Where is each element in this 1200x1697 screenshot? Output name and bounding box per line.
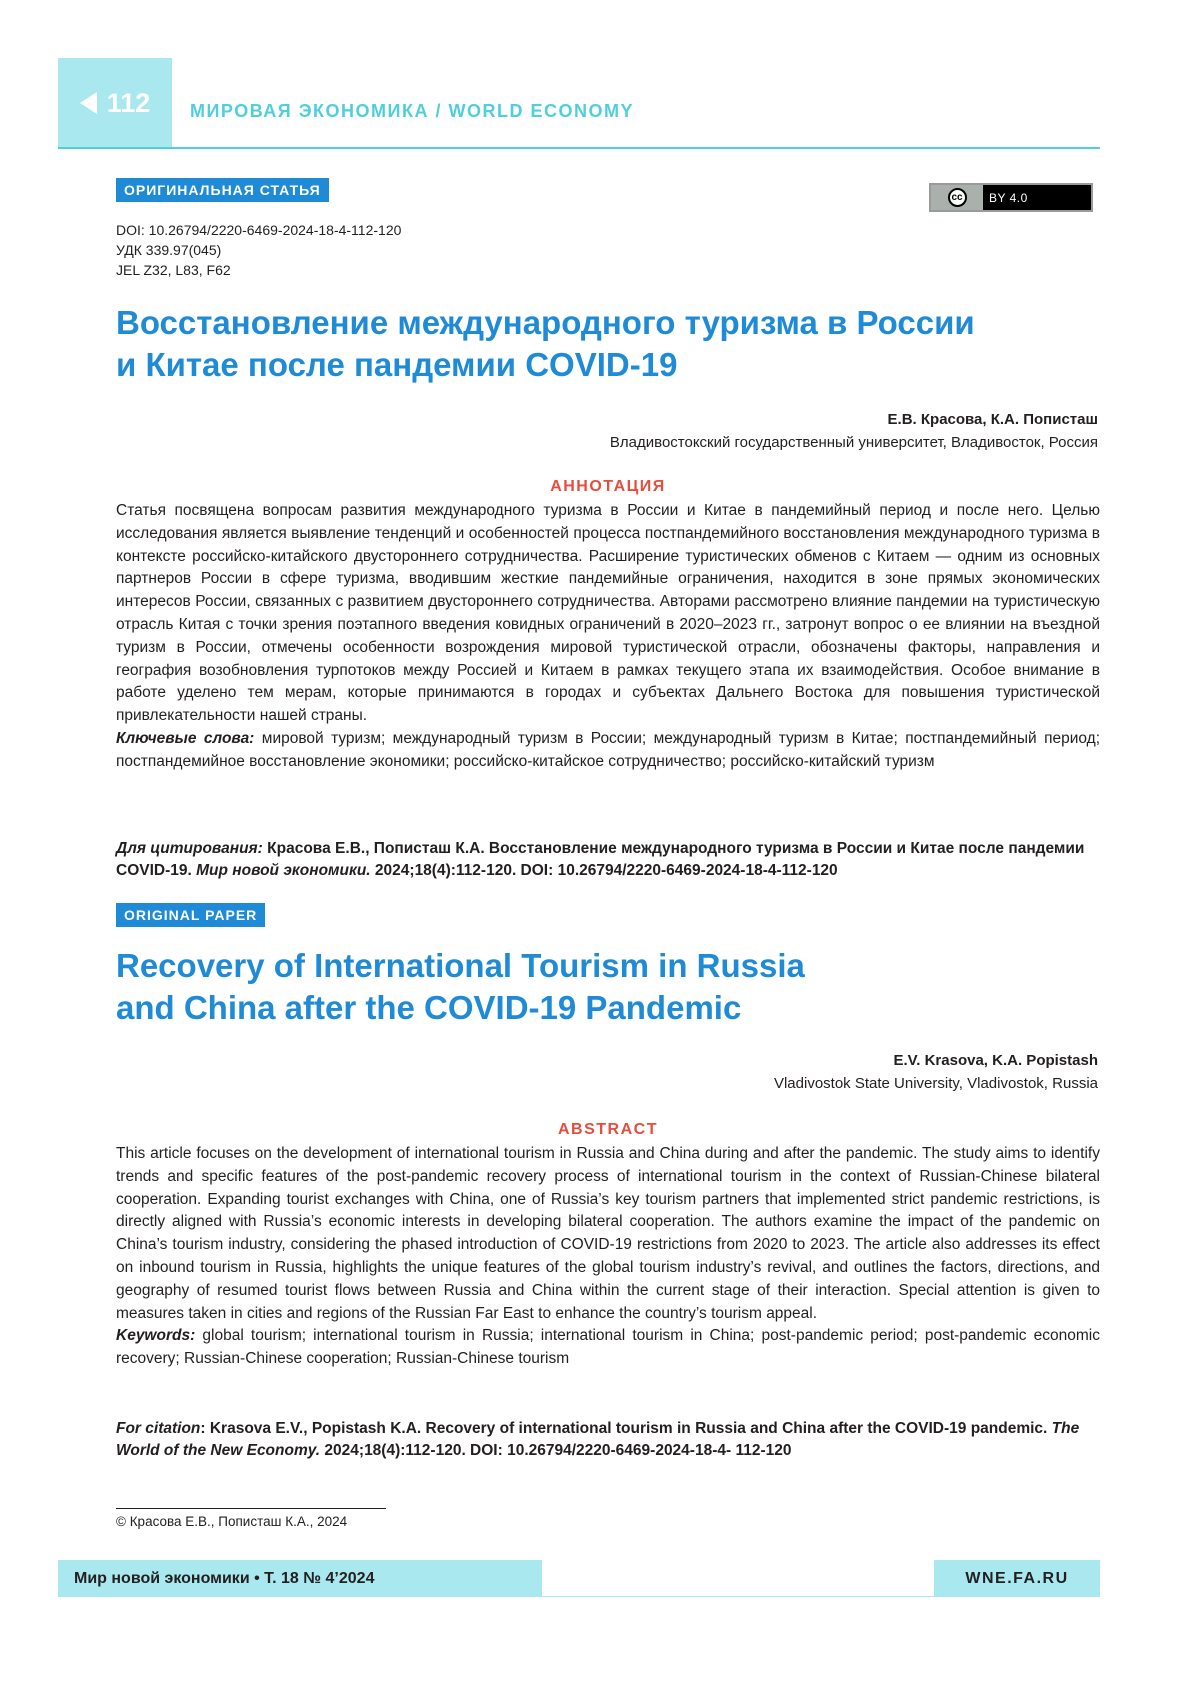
ru-abstract-text: Статья посвящена вопросам развития международного туризма в России и Китае в пандемийный период и после него. Целью исследования является выявление тенденций и особенностей процесса постпандемийного восстановления международного туризма в контексте российско-китайского двустороннего сотрудничества. Расширение туристических обменов с Китаем — одним из основных партнеров России в сфере туризма, вводившим жесткие пандемийные ограничения, находится в зоне прямых экономических интересов России, связанных с развитием двустороннего сотрудничества. Авторами рассмотрено влияние пандемии на туристическую отрасль Китая с точки зрения поэтапного введения ковидных ограничений в 2020–2023 гг., затронут вопрос о ее влиянии на въездной туризм в России, отмечены особенности возрождения мировой туристической отрасли, обозначены факторы, направления и география возобновления турпотоков между Россией и Китаем в рамках текущего этапа их взаимодействия. Особое внимание в работе уделено тем мерам, которые принимаются в городах и субъектах Дальнего Востока для повышения туристической привлекательности нашей страны. [116,502,1100,725]
en-title-line2: and China after the COVID-19 Pandemic [116,989,742,1026]
en-title [116,945,1096,1029]
ru-citation [116,838,1100,882]
ru-authors-block [610,408,1098,454]
license-text: BY 4.0 [989,190,1028,205]
en-citation-text: : Krasova E.V., Popistash K.A. Recovery of international tourism in Russia and China after the COVID-19 pandemic. [200,1420,1048,1437]
license-badge[interactable] [929,183,1093,212]
ru-keywords-text: мировой туризм; международный туризм в России; международный туризм в Китае; постпандемийный период; постпандемийное восстановление экономики; российско-китайское сотрудничество; российско-китайский туризм [116,729,1101,770]
ru-authors: Е.В. Красова, К.А. Пописташ [887,411,1098,428]
ru-abstract-heading: АННОТАЦИЯ [550,478,666,495]
ru-citation-text: Красова Е.В., Пописташ К.А. Восстановление международного туризма в России и Китае после пандемии COVID-19. [116,840,1085,879]
jel: JEL Z32, L83, F62 [116,262,231,278]
en-keywords [116,1325,1100,1371]
en-citation-ref: 2024;18(4):112-120. DOI: 10.26794/2220-6469-2024-18-4- 112-120 [324,1442,792,1459]
en-affiliation: Vladivostok State University, Vladivostok, Russia [773,1075,1098,1092]
copyright-note: © Красова Е.В., Пописташ К.А., 2024 [116,1514,348,1529]
ru-title [116,302,1096,386]
doi[interactable]: DOI: 10.26794/2220-6469-2024-18-4-112-120 [116,222,402,238]
original-paper-badge: ORIGINAL PAPER [116,903,265,927]
en-keywords-label: Keywords: [116,1327,196,1345]
footer-journal: Мир новой экономики • Т. 18 № 4’2024 [58,1560,542,1597]
ru-keywords-label: Ключевые слова: [116,729,255,747]
ru-citation-journal: Мир новой экономики. [196,862,371,879]
ru-title-line1: Восстановление международного туризма в России [116,304,975,341]
ru-citation-label: Для цитирования: [116,840,263,857]
en-authors: E.V. Krasova, K.A. Popistash [893,1052,1098,1069]
ru-citation-ref: 2024;18(4):112-120. DOI: 10.26794/2220-6469-2024-18-4-112-120 [374,862,838,879]
footer-site-link[interactable]: WNE.FA.RU [934,1560,1100,1597]
en-citation-label: For citation [116,1420,201,1437]
en-keywords-text: global tourism; international tourism in Russia; international tourism in China; post-pandemic period; post-pandemic economic recovery; Russian-Chinese cooperation; Russian-Chinese tourism [116,1327,1100,1368]
en-title-line1: Recovery of International Tourism in Russia [116,947,805,984]
ru-keywords [116,728,1100,774]
article-meta [116,220,401,280]
en-citation-journal: The World of the New Economy. [116,1420,1080,1459]
page-number-box [58,58,172,148]
back-arrow-icon [80,92,97,114]
en-abstract-text: This article focuses on the development of international tourism in Russia and China during and after the pandemic. The study aims to identify trends and specific features of the post-pandemic recovery process of international tourism in the context of Russian-Chinese bilateral cooperation. Expanding tourist exchanges with China, one of Russia’s key tourism partners that implemented strict pandemic restrictions, is directly aligned with Russia’s economic interests in developing bilateral cooperation. The authors examine the impact of the pandemic on China’s tourism industry, considering the phased introduction of COVID-19 restrictions from 2020 to 2023. The article also addresses its effect on inbound tourism in Russia, highlights the unique features of the global tourism industry’s revival, and outlines the factors, directions, and geography of resumed tourist flows between Russia and China within the current stage of their interaction. Special attention is given to measures taken in cities and regions of the Russian Far East to enhance the country’s tourism appeal. [116,1145,1100,1322]
footer-divider [542,1596,934,1597]
en-abstract [116,1143,1100,1371]
page-number: 112 [106,87,151,118]
cc-icon-container [931,185,983,210]
ru-affiliation: Владивостокский государственный университет, Владивосток, Россия [609,434,1098,451]
footnote-divider [116,1508,386,1509]
udk: УДК 339.97(045) [116,242,222,258]
cc-icon: cc [948,188,967,207]
section-title: МИРОВАЯ ЭКОНОМИКА / WORLD ECONOMY [190,101,634,121]
header-divider [58,147,1100,149]
ru-title-line2: и Китае после пандемии COVID-19 [116,346,678,383]
en-citation [116,1418,1100,1462]
en-abstract-heading: ABSTRACT [558,1121,658,1138]
ru-abstract [116,500,1100,774]
en-authors-block [774,1049,1098,1095]
original-article-badge: ОРИГИНАЛЬНАЯ СТАТЬЯ [116,178,329,202]
